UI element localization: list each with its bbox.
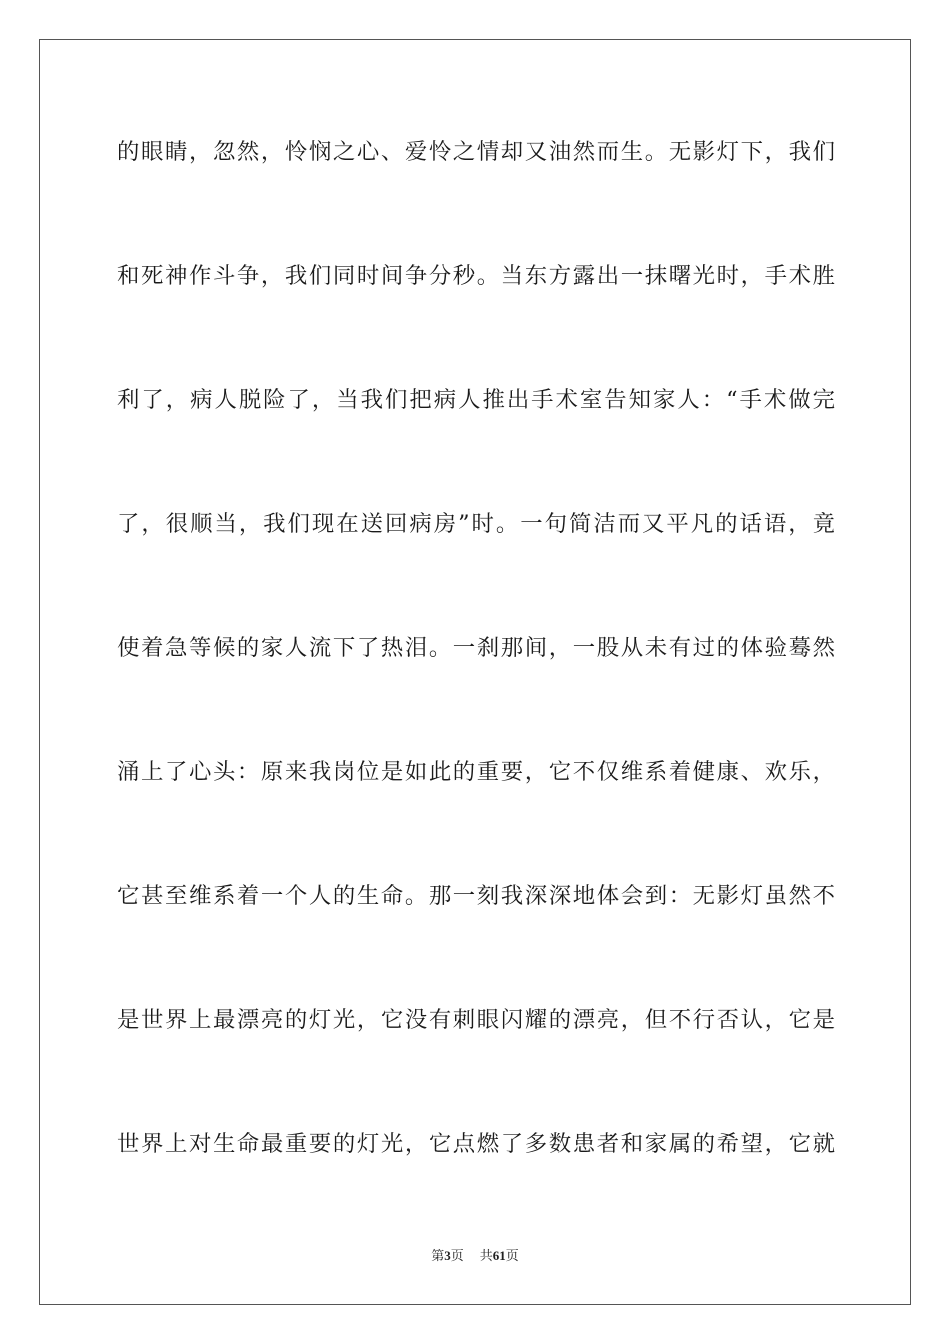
text-line: 世界上对生命最重要的灯光，它点燃了多数患者和家属的希望，它就 [117,1131,835,1157]
page-prefix: 第 [431,1248,445,1263]
page-number: 3 [444,1248,451,1263]
page-suffix: 页 [450,1248,464,1263]
text-line: 它甚至维系着一个人的生命。那一刻我深深地体会到：无影灯虽然不 [117,883,835,909]
document-body [117,128,835,1244]
text-line: 是世界上最漂亮的灯光，它没有刺眼闪耀的漂亮，但不行否认，它是 [117,1007,835,1033]
total-suffix: 页 [505,1248,519,1263]
text-line: 利了，病人脱险了，当我们把病人推出手术室告知家人：“手术做完 [117,387,835,413]
page-footer [0,1246,950,1266]
text-line: 和死神作斗争，我们同时间争分秒。当东方露出一抹曙光时，手术胜 [117,263,835,289]
text-line: 涌上了心头：原来我岗位是如此的重要，它不仅维系着健康、欢乐， [117,759,835,785]
total-pages: 61 [492,1248,506,1263]
total-prefix: 共 [479,1248,493,1263]
text-line: 的眼睛，忽然，怜悯之心、爱怜之情却又油然而生。无影灯下，我们 [117,139,835,165]
text-line: 使着急等候的家人流下了热泪。一刹那间，一股从未有过的体验蓦然 [117,635,835,661]
text-line: 了，很顺当，我们现在送回病房”时。一句简洁而又平凡的话语，竟 [117,511,835,537]
